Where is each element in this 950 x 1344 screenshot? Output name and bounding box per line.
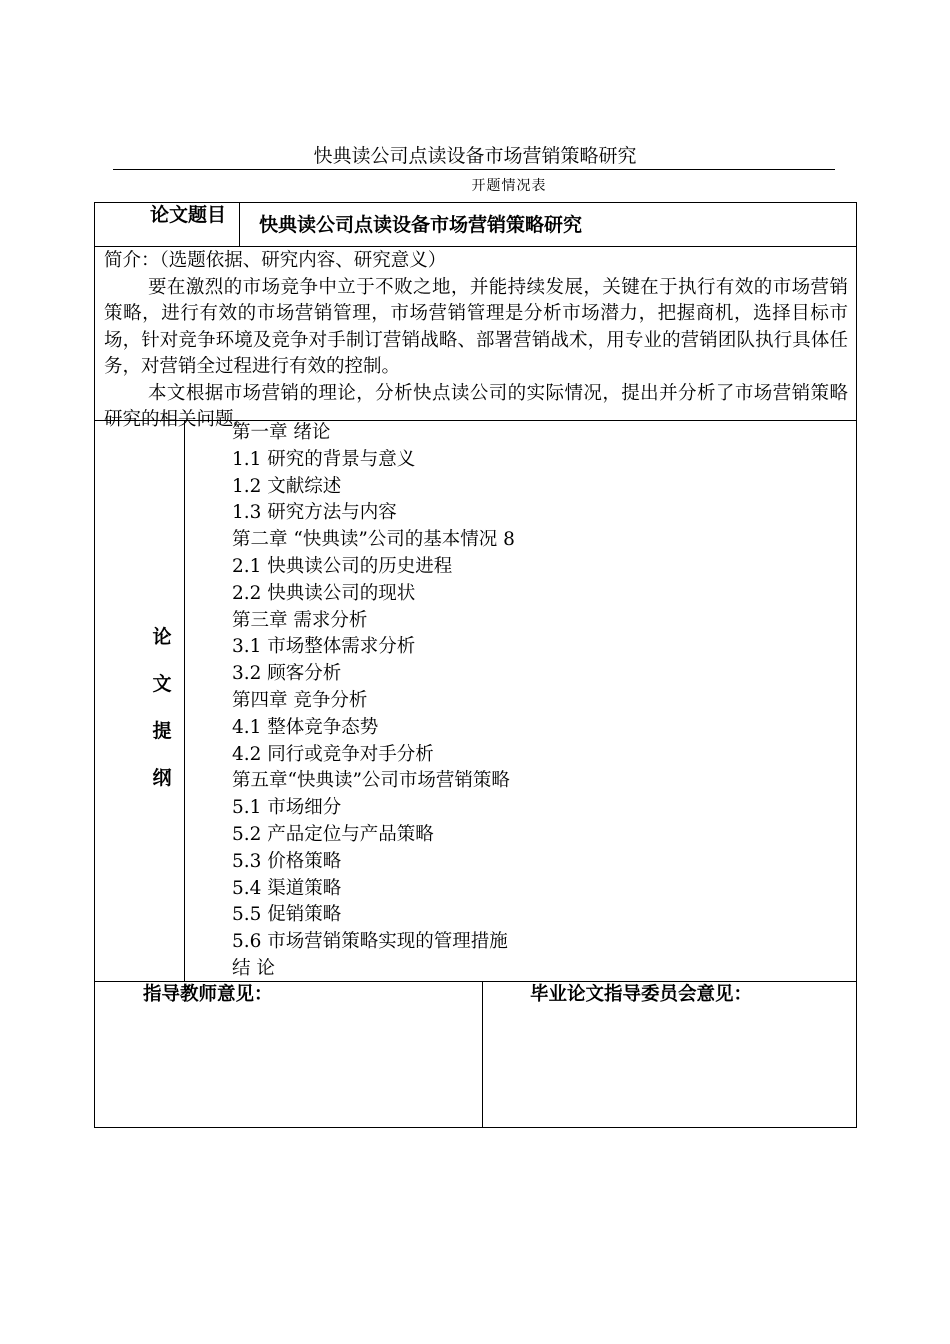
document-title: 快典读公司点读设备市场营销策略研究 xyxy=(313,145,637,167)
outline-item: 第三章 需求分析 xyxy=(232,609,368,631)
outline-label-char: 提 xyxy=(152,720,172,742)
outline-item: 5.2 产品定位与产品策略 xyxy=(232,823,434,845)
outline-divider xyxy=(184,420,185,981)
intro-section xyxy=(104,248,848,434)
outline-item: 5.1 市场细分 xyxy=(232,797,342,819)
outline-label xyxy=(150,614,174,802)
outline-item: 3.1 市场整体需求分析 xyxy=(232,636,416,658)
topic-value: 快典读公司点读设备市场营销策略研究 xyxy=(259,214,583,236)
outline-item: 1.2 文献综述 xyxy=(232,475,342,497)
committee-opinion-label: 毕业论文指导委员会意见： xyxy=(530,984,753,1005)
outline-item: 第五章“快典读”公司市场营销策略 xyxy=(232,770,510,792)
document-subtitle: 开题情况表 xyxy=(471,178,547,194)
topic-label: 论文题目 xyxy=(150,204,227,226)
outline-item: 2.1 快典读公司的历史进程 xyxy=(232,555,453,577)
intro-paragraph: 本文根据市场营销的理论，分析快点读公司的实际情况，提出并分析了市场营销策略研究的相关问题。 xyxy=(104,382,848,430)
outline-item: 5.6 市场营销策略实现的管理措施 xyxy=(232,931,508,953)
outline-item: 结 论 xyxy=(232,957,275,979)
outline-item: 5.4 渠道策略 xyxy=(232,877,342,899)
outline-item: 1.1 研究的背景与意义 xyxy=(232,448,416,470)
outline-item: 1.3 研究方法与内容 xyxy=(232,502,397,524)
intro-heading: 简介：（选题依据、研究内容、研究意义） xyxy=(104,250,447,271)
outline-item: 2.2 快典读公司的现状 xyxy=(232,582,416,604)
advisor-opinion-label: 指导教师意见： xyxy=(143,984,273,1005)
outline-label-char: 文 xyxy=(152,673,172,695)
outline-list xyxy=(232,420,832,983)
outline-item: 3.2 顾客分析 xyxy=(232,663,342,685)
intro-paragraph: 要在激烈的市场竞争中立于不败之地，并能持续发展，关键在于执行有效的市场营销策略，进行有效的市场营销管理，市场营销管理是分析市场潜力，把握商机，选择目标市场，针对竞争环境及竞争对手制订营销战略、部署营销战术，用专业的营销团队执行具体任务，对营销全过程进行有效的控制。 xyxy=(104,276,848,377)
outline-item: 4.1 整体竞争态势 xyxy=(232,716,379,738)
outline-label-char: 纲 xyxy=(152,767,172,789)
outline-item: 5.3 价格策略 xyxy=(232,850,342,872)
outline-item: 第一章 绪论 xyxy=(232,422,331,443)
title-underline xyxy=(113,169,835,170)
outline-item: 4.2 同行或竞争对手分析 xyxy=(232,743,434,765)
topic-divider xyxy=(239,202,240,246)
outline-item: 第四章 竞争分析 xyxy=(232,689,368,711)
outline-item: 5.5 促销策略 xyxy=(232,904,342,926)
row-divider-topic xyxy=(94,246,857,247)
outline-item: 第二章 “快典读”公司的基本情况 8 xyxy=(232,529,515,551)
outline-label-char: 论 xyxy=(152,626,172,648)
opinion-divider xyxy=(482,981,483,1128)
